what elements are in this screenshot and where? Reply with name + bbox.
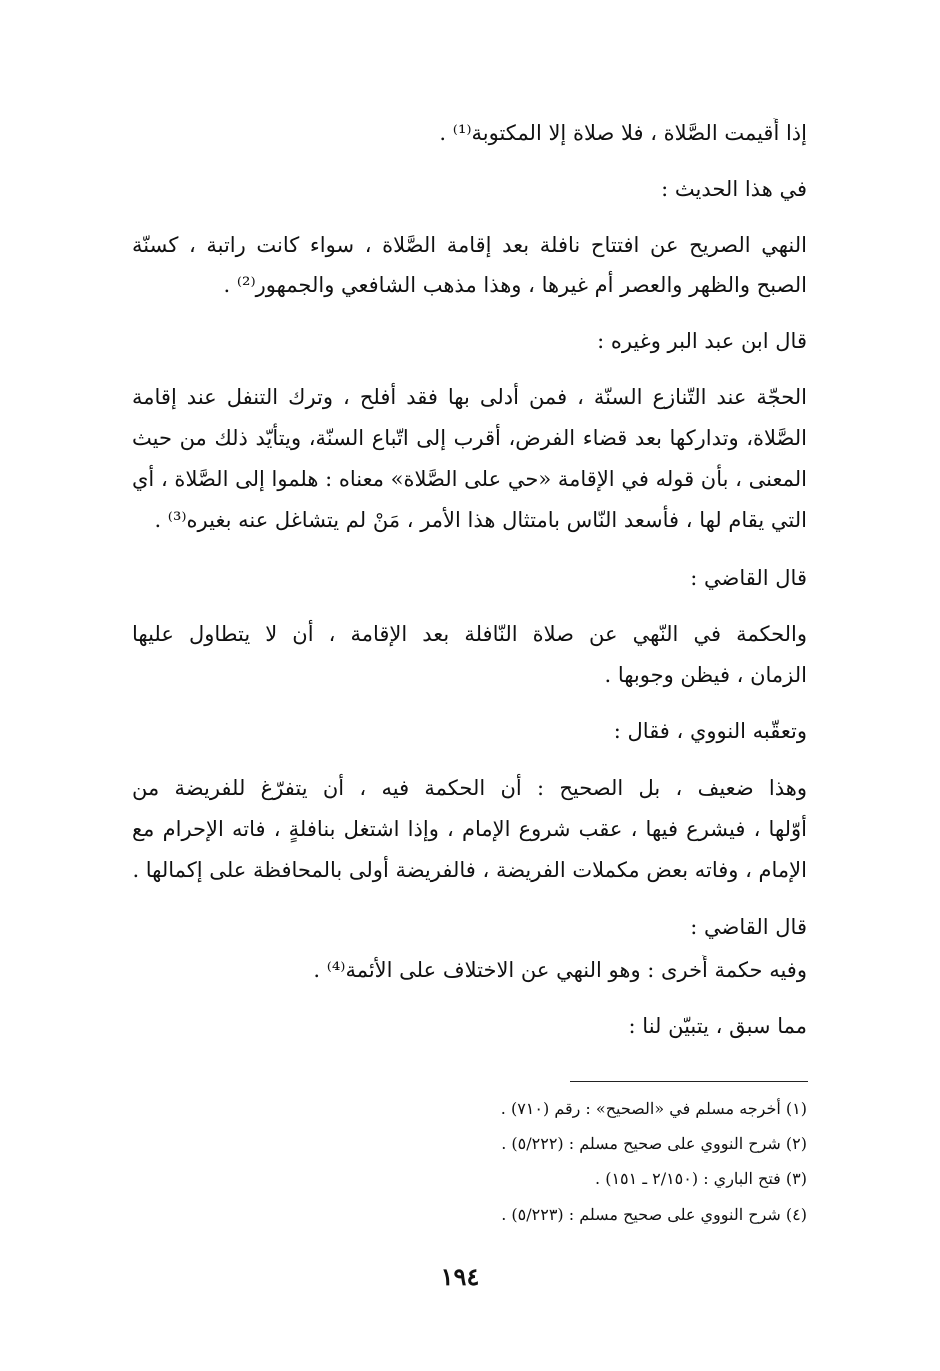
text-line: مما سبق ، يتبيّن لنا : [628, 1014, 807, 1038]
text-line-hadith: إذا أُقيمت الصَّلاة ، فلا صلاة إلا المكتوبة⁽¹⁾ . [439, 121, 807, 145]
text-line: والحكمة في النّهي عن صلاة النّافلة بعد الإقامة ، أن لا يتطاول عليها [132, 622, 807, 646]
page-number: ١٩٤ [440, 1262, 480, 1291]
text-line: الحجّة عند التّنازع السنّة ، فمن أدلى بها فقد أفلح ، وترك التنفل عند إقامة [132, 385, 807, 409]
footnote-separator [570, 1081, 808, 1082]
text-line-heading: قال ابن عبد البر وغيره : [597, 329, 807, 353]
text-line: وهذا ضعيف ، بل الصحيح : أن الحكمة فيه ، أن يتفرّغ للفريضة من [132, 776, 807, 800]
text-line: المعنى ، بأن قوله في الإقامة «حي على الصَّلاة» معناه : هلموا إلى الصَّلاة ، أي [132, 467, 807, 491]
footnote: (٢) شرح النووي على صحيح مسلم : (٥/٢٢٢) . [501, 1134, 807, 1153]
text-line: وفيه حكمة أُخرى : وهو النهي عن الاختلاف على الأئمة⁽⁴⁾ . [313, 958, 807, 982]
text-line: الزمان ، فيظن وجوبها . [604, 663, 807, 687]
text-line: النهي الصريح عن افتتاح نافلة بعد إقامة الصَّلاة ، سواء كانت راتبة ، كسنّة [132, 233, 807, 257]
footnote: (١) أخرجه مسلم في «الصحيح» : رقم (٧١٠) . [500, 1099, 807, 1118]
text-line-section-heading: في هذا الحديث : [661, 177, 807, 201]
text-line-heading: قال القاضي : [690, 915, 807, 939]
text-line-heading: قال القاضي : [690, 566, 807, 590]
text-line: أوّلها ، فيشرع فيها ، عقب شروع الإمام ، وإذا اشتغل بنافلةٍ ، فاته الإحرام مع [132, 817, 807, 841]
text-line: الصَّلاة، وتداركها بعد قضاء الفرض، أقرب إلى اتّباع السنّة، ويتأيّد ذلك من حيث [132, 426, 807, 450]
text-line: الإمام ، وفاته بعض مكملات الفريضة ، فالفريضة أولى بالمحافظة على إكمالها . [132, 858, 807, 882]
footnote: (٣) فتح الباري : (٢/١٥٠ ـ ١٥١) . [595, 1169, 807, 1188]
text-line: التي يقام لها ، فأسعد النّاس بامتثال هذا الأمر ، مَنْ لم يتشاغل عنه بغيره⁽³⁾ . [154, 508, 807, 532]
text-line: الصبح والظهر والعصر أم غيرها ، وهذا مذهب الشافعي والجمهور⁽²⁾ . [223, 273, 807, 297]
text-line-heading: وتعقّبه النووي ، فقال : [613, 719, 807, 743]
footnote: (٤) شرح النووي على صحيح مسلم : (٥/٢٢٣) . [501, 1205, 807, 1224]
